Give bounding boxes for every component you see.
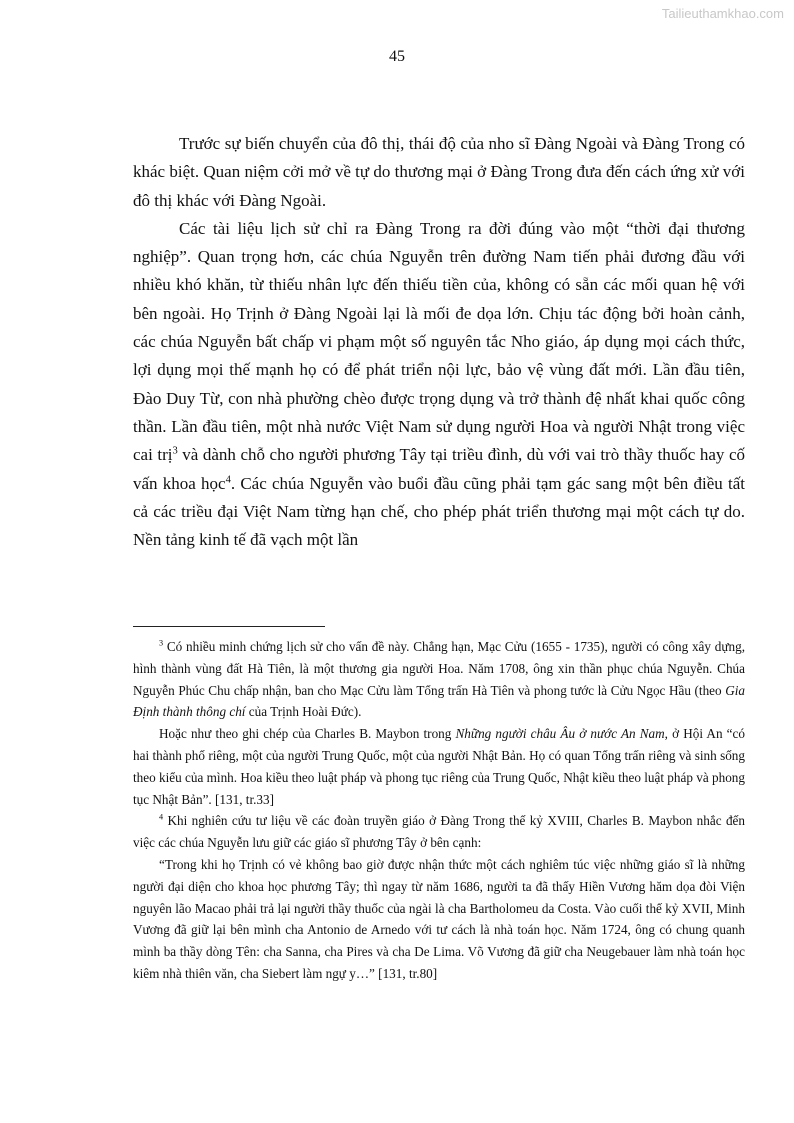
paragraph-2-part-b: và dành chỗ cho người phương Tây tại triều đình, dù với vai trò thầy thuốc hay cố vấn khoa học: [133, 445, 746, 493]
main-body: [133, 130, 745, 554]
footnote-4: [133, 810, 745, 854]
footnotes: [133, 636, 745, 985]
page-number: 45: [389, 48, 405, 65]
footnote-ref-3[interactable]: 3: [172, 445, 178, 457]
footnote-4-number: 4: [159, 812, 164, 822]
footnote-3-text-b: của Trịnh Hoài Đức).: [245, 704, 362, 720]
paragraph-2-part-a: Các tài liệu lịch sử chỉ ra Đàng Trong ra đời đúng vào một “thời đại thương nghiệp”. Quan trọng hơn, các chúa Nguyễn trên đường Nam tiến phải đương đầu với nhiều khó khăn, từ thiếu nhân lực đến thiếu tiền của, không có sẵn các mối quan hệ với bên ngoài. Họ Trịnh ở Đàng Ngoài lại là mối đe dọa lớn. Chịu tác động bởi hoàn cảnh, các chúa Nguyễn bất chấp vi phạm một số nguyên tắc Nho giáo, áp dụng mọi cách thức, lợi dụng mọi thế mạnh họ có để phát triển nội lực, bảo vệ vùng đất mới. Lần đầu tiên, Đào Duy Từ, con nhà phường chèo được trọng dụng và trở thành đệ nhất khai quốc công thần. Lần đầu tiên, một nhà nước Việt Nam sử dụng người Hoa và người Nhật trong việc cai trị: [133, 218, 745, 465]
footnote-3-text-a: Có nhiều minh chứng lịch sử cho vấn đề này. Chẳng hạn, Mạc Cửu (1655 - 1735), người có công xây dựng, hình thành vùng đất Hà Tiên, là một thương gia người Hoa. Năm 1708, ông xin thần phục chúa Nguyễn. Chúa Nguyễn Phúc Chu chấp nhận, ban cho Mạc Cửu làm Tổng trấn Hà Tiên và phong tước là Cửu Ngọc Hầu (theo: [133, 639, 745, 698]
footnote-ref-4[interactable]: 4: [225, 473, 231, 485]
paragraph-2-part-c: . Các chúa Nguyễn vào buổi đầu cũng phải tạm gác sang một bên điều tất cả các triều đại Việt Nam từng hạn chế, cho phép phát triển thương mại một cách tự do. Nền tảng kinh tế đã vạch một lần: [133, 473, 745, 550]
footnote-separator: [133, 626, 325, 627]
footnote-3-paragraph-2: [133, 723, 745, 810]
paragraph-2: [133, 215, 745, 555]
footnote-3-p2-text-b: , ở Hội An “có hai thành phố riêng, một của người Trung Quốc, một của người Nhật Bản. Họ có quan Tổng trấn riêng và sinh sống theo kiểu của mình. Hoa kiều theo luật pháp và phong tục riêng của Trung Quốc, Nhật kiều theo luật pháp và phong tục Nhật Bản”. [131, tr.33]: [133, 726, 745, 807]
watermark-text: Tailieuthamkhao.com: [661, 6, 784, 21]
paragraph-1: Trước sự biến chuyển của đô thị, thái độ của nho sĩ Đàng Ngoài và Đàng Trong có khác biệt. Quan niệm cởi mở về tự do thương mại ở Đàng Trong đưa đến cách ứng xử với đô thị khác với Đàng Ngoài.: [133, 134, 745, 210]
footnote-4-quote: “Trong khi họ Trịnh có vẻ không bao giờ được nhận thức một cách nghiêm túc việc những giáo sĩ là những người đại diện cho khoa học phương Tây; thì ngay từ năm 1686, người ta đã thấy Hiền Vương hăm dọa đòi Viện nguyên lão Macao phải trả lại người thầy thuốc của ngài là cha Bartholomeu da Costa. Vào cuối thế kỷ XVII, Minh Vương đã giữ lại bên mình cha Antonio de Arnedo với tư cách là nhà toán học. Năm 1724, ông có chung quanh mình ba thầy dòng Tên: cha Sanna, cha Pires và cha De Lima. Võ Vương đã giữ cha Neugebauer làm nhà toán học kiêm nhà thiên văn, cha Siebert làm ngự y…” [131, tr.80]: [133, 856, 745, 981]
footnote-3: [133, 636, 745, 723]
footnote-3-book-title: Gia Định thành thông chí: [133, 682, 745, 720]
footnote-4-text: Khi nghiên cứu tư liệu về các đoàn truyền giáo ở Đàng Trong thế kỷ XVIII, Charles B. Maybon nhắc đến việc các chúa Nguyễn lưu giữ các giáo sĩ phương Tây ở bên cạnh:: [133, 813, 745, 851]
footnote-3-p2-text-a: Hoặc như theo ghi chép của Charles B. Maybon trong: [159, 726, 456, 742]
footnote-3-number: 3: [159, 638, 164, 648]
footnote-3-p2-book-title: Những người châu Âu ở nước An Nam: [455, 726, 665, 742]
